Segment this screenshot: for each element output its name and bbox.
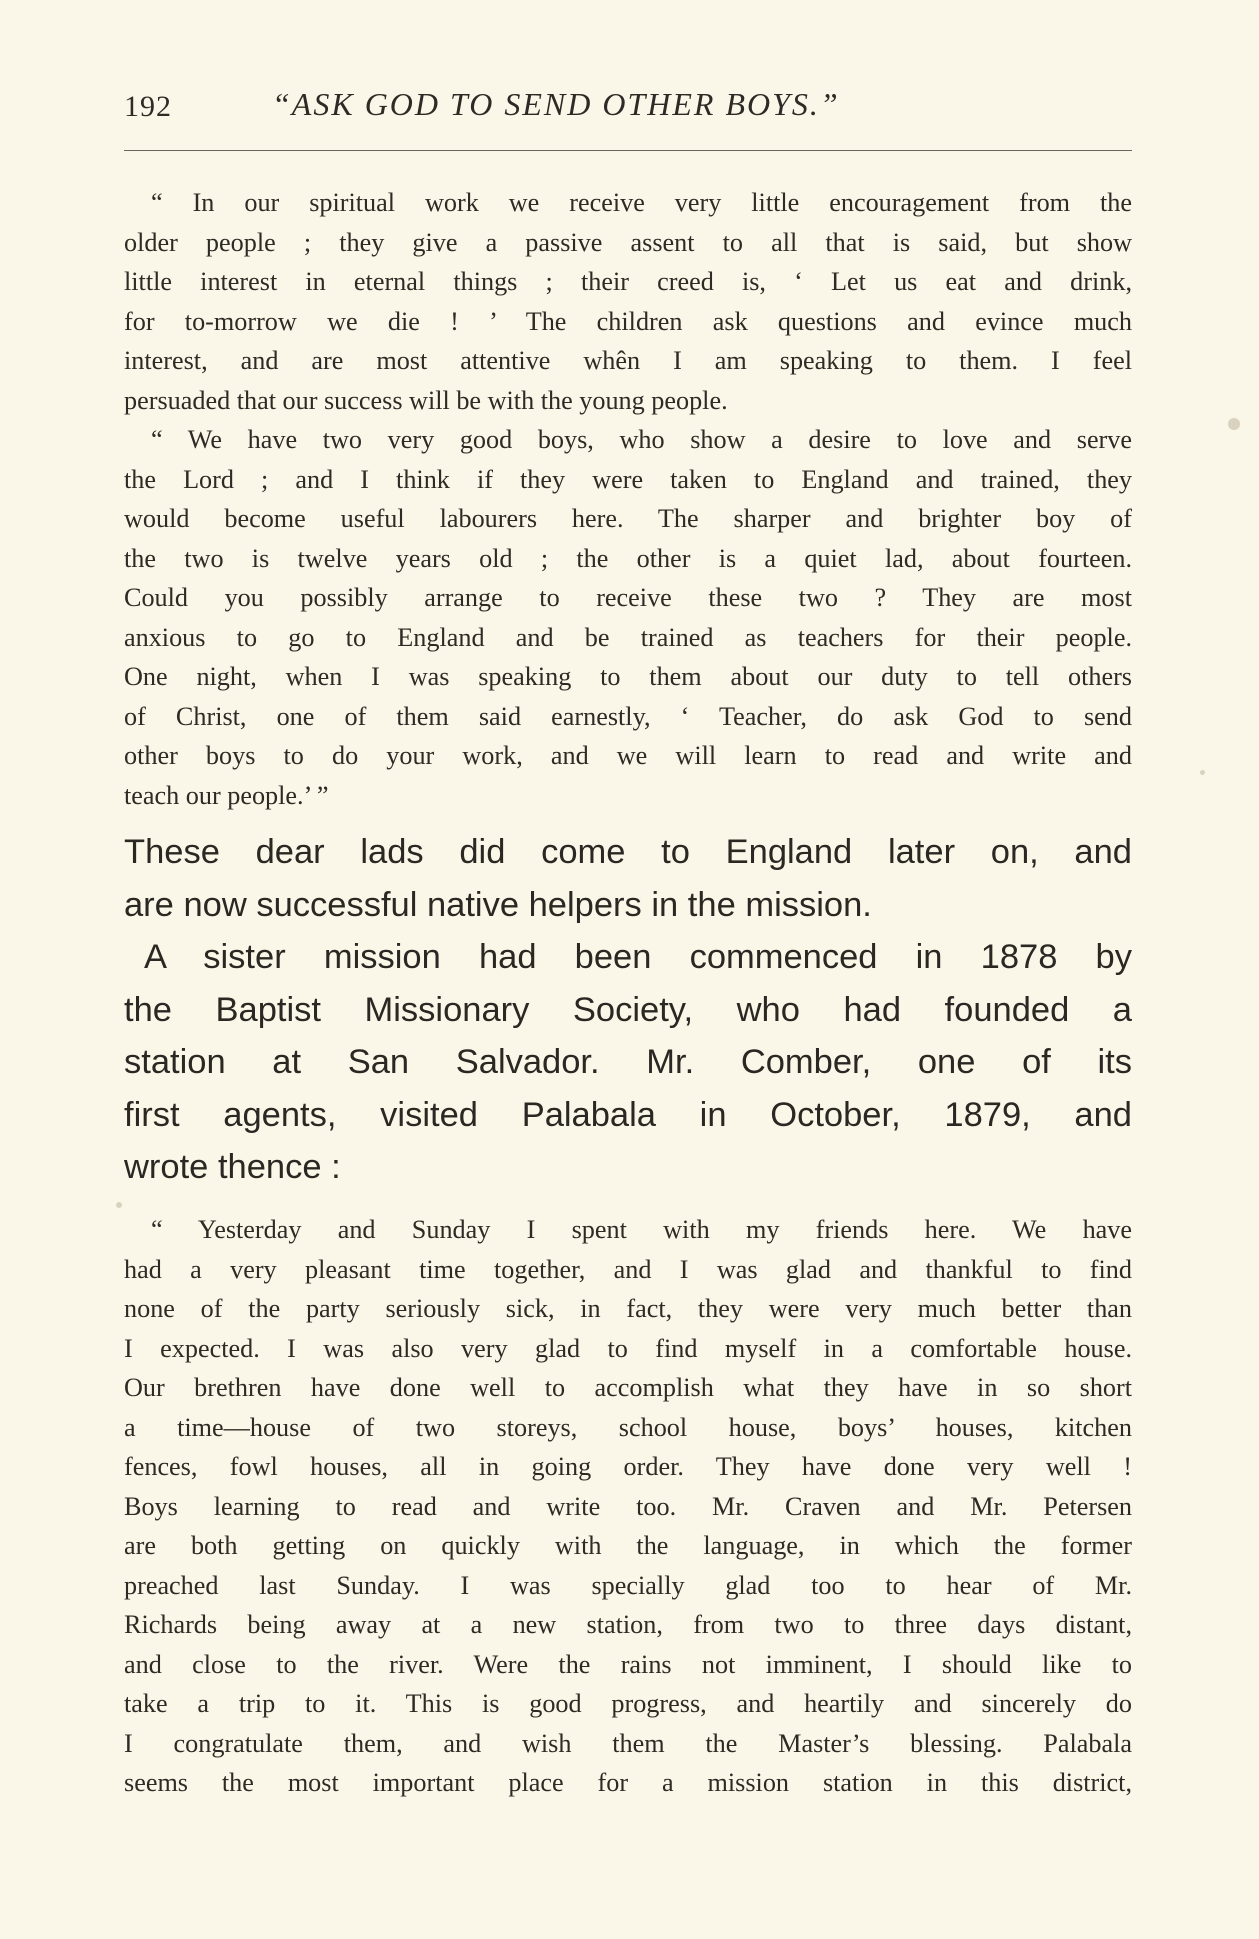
paper-speck — [1228, 418, 1240, 430]
quote2-line: take a trip to it. This is good progress, and heartily and sincerely do — [124, 1689, 1132, 1718]
narrative-line: are now successful native helpers in the mission. — [124, 885, 872, 924]
quote1-line: other boys to do your work, and we will learn to read and write and — [124, 741, 1132, 770]
narrative-line: the Baptist Missionary Society, who had founded a — [124, 990, 1132, 1029]
quote1-line: “ We have two very good boys, who show a desire to love and serve — [151, 425, 1132, 454]
quote2-line: a time—house of two storeys, school house, boys’ houses, kitchen — [124, 1412, 1132, 1442]
quote1-line: would become useful labourers here. The sharper and brighter boy of — [124, 504, 1132, 533]
quote1-line: interest, and are most attentive whên I am speaking to them. I feel — [124, 346, 1132, 375]
quote2-line: I expected. I was also very glad to find myself in a comfortable house. — [124, 1333, 1132, 1363]
quote1-line: Could you possibly arrange to receive these two ? They are most — [124, 583, 1132, 612]
narrative-line: wrote thence : — [124, 1148, 341, 1186]
paper-speck — [116, 1202, 122, 1208]
quote2-line: fences, fowl houses, all in going order. They have done very well ! — [124, 1452, 1132, 1481]
quoted-letter-1 — [124, 183, 1132, 815]
narrative-line: station at San Salvador. Mr. Comber, one of its — [124, 1043, 1132, 1081]
quote1-line: persuaded that our success will be with the young people. — [124, 385, 728, 415]
quote1-line: “ In our spiritual work we receive very little encouragement from the — [151, 188, 1132, 217]
narrative-line: first agents, visited Palabala in October, 1879, and — [124, 1095, 1132, 1134]
quote1-line: the two is twelve years old ; the other is a quiet lad, about fourteen. — [124, 543, 1132, 573]
quote1-line: anxious to go to England and be trained as teachers for their people. — [124, 622, 1132, 652]
quote2-line: seems the most important place for a mission station in this district, — [124, 1768, 1132, 1797]
quote1-line: teach our people.’ ” — [124, 780, 329, 810]
quote1-line: for to-morrow we die ! ’ The children ask questions and evince much — [124, 306, 1132, 336]
paper-speck — [1200, 770, 1205, 775]
quote2-line: none of the party seriously sick, in fact, they were very much better than — [124, 1294, 1132, 1323]
quote2-line: Boys learning to read and write too. Mr. Craven and Mr. Petersen — [124, 1491, 1132, 1521]
quote2-line: Richards being away at a new station, from two to three days distant, — [124, 1610, 1132, 1639]
quote2-line: “ Yesterday and Sunday I spent with my friends here. We have — [151, 1215, 1132, 1244]
quote2-line: had a very pleasant time together, and I was glad and thankful to find — [124, 1254, 1132, 1284]
running-header — [124, 86, 1132, 126]
quote1-line: One night, when I was speaking to them about our duty to tell others — [124, 662, 1132, 691]
narrative-line: A sister mission had been commenced in 1878 by — [144, 938, 1132, 976]
quote1-line: of Christ, one of them said earnestly, ‘ Teacher, do ask God to send — [124, 701, 1132, 731]
quote2-line: are both getting on quickly with the language, in which the former — [124, 1531, 1132, 1560]
quote2-line: Our brethren have done well to accomplish what they have in so short — [124, 1373, 1132, 1402]
quote1-line: little interest in eternal things ; their creed is, ‘ Let us eat and drink, — [124, 267, 1132, 296]
quote2-line: I congratulate them, and wish them the Master’s blessing. Palabala — [124, 1728, 1132, 1758]
quote2-line: and close to the river. Were the rains not imminent, I should like to — [124, 1649, 1132, 1679]
narrative-line: These dear lads did come to England later on, and — [124, 833, 1132, 871]
running-title: “ASK GOD TO SEND OTHER BOYS.” — [272, 86, 840, 122]
quote2-line: preached last Sunday. I was specially glad too to hear of Mr. — [124, 1570, 1132, 1600]
quote1-line: older people ; they give a passive assent to all that is said, but show — [124, 227, 1132, 257]
page-number: 192 — [124, 90, 172, 123]
header-rule — [124, 150, 1132, 151]
quote1-line: the Lord ; and I think if they were taken to England and trained, they — [124, 464, 1132, 494]
quoted-letter-2 — [124, 1210, 1132, 1803]
narrative-text — [124, 826, 1132, 1194]
